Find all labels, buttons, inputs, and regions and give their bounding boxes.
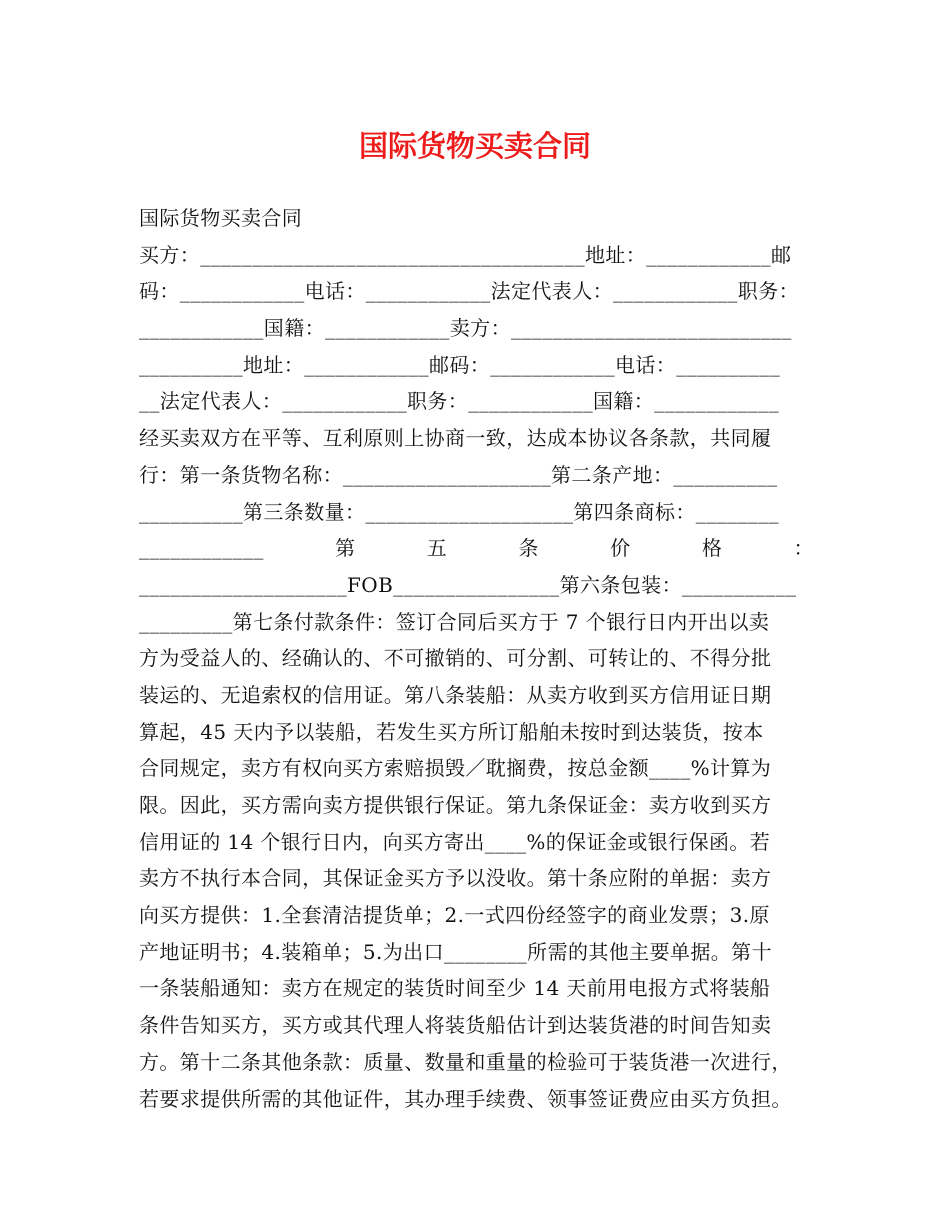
document-title: 国际货物买卖合同 [358, 129, 591, 163]
body-line: _________第七条付款条件：签订合同后买方于 7 个银行日内开出以卖 [139, 609, 770, 634]
body-line: 装运的、无追索权的信用证。第八条装船：从卖方收到买方信用证日期 [139, 682, 772, 707]
price-char: 条 [518, 536, 539, 561]
price-char: 格 [701, 536, 723, 561]
body-line: 方为受益人的、经确认的、不可撤销的、可分割、可转让的、不得分批 [139, 646, 772, 671]
body-line: 卖方不执行本合同，其保证金买方予以没收。第十条应附的单据：卖方 [139, 866, 772, 891]
document-body [139, 200, 814, 1117]
body-line: 国际货物买卖合同 [139, 206, 303, 230]
body-line: __法定代表人：____________职务：____________国籍：____________ [139, 389, 779, 414]
price-char: 价 [610, 536, 631, 561]
body-line: __________第三条数量：____________________第四条商标：________ [139, 499, 779, 524]
body-line: 产地证明书；4.装箱单；5.为出口________所需的其他主要单据。第十 [139, 939, 772, 964]
body-line: 限。因此，买方需向卖方提供银行保证。第九条保证金：卖方收到买方 [139, 793, 772, 817]
body-line: 若要求提供所需的其他证件，其办理手续费、领事签证费应由买方负担。 [139, 1086, 792, 1111]
body-line: 信用证的 14 个银行日内，向买方寄出____%的保证金或银行保函。若 [139, 829, 771, 854]
body-line: 条件告知买方，买方或其代理人将装货船估计到达装货港的时间告知卖 [139, 1013, 772, 1038]
price-char: 五 [426, 536, 448, 561]
body-line: __________地址：____________邮码：____________电话：__________ [139, 352, 781, 377]
body-line: 合同规定，卖方有权向买方索赔损毁／耽搁费，按总金额____%计算为 [139, 756, 772, 781]
body-line: 经买卖双方在平等、互利原则上协商一致，达成本协议各条款，共同履 [139, 426, 772, 451]
body-line: 买方：_____________________________________地址：____________邮 [139, 242, 792, 267]
body-line: ____________国籍：____________卖方：___________________________ [139, 316, 792, 341]
price-blank: ____________ [139, 536, 264, 561]
body-line: 行：第一条货物名称：____________________第二条产地：__________ [139, 462, 778, 487]
price-line [139, 530, 814, 567]
price-char: 第 [335, 536, 356, 561]
body-line: 方。第十二条其他条款：质量、数量和重量的检验可于装货港一次进行， [139, 1049, 792, 1074]
price-char: ： [793, 536, 814, 561]
body-line: ____________________FOB________________第六条包装：___________ [139, 572, 797, 597]
body-line: 一条装船通知：卖方在规定的装货时间至少 14 天前用电报方式将装船 [139, 976, 771, 1001]
body-line: 码：____________电话：____________法定代表人：____________职务： [139, 279, 799, 304]
body-line: 向买方提供：1.全套清洁提货单；2.一式四份经签字的商业发票；3.原 [139, 903, 770, 928]
body-line: 算起，45 天内予以装船，若发生买方所订船舶未按时到达装货，按本 [139, 719, 764, 744]
